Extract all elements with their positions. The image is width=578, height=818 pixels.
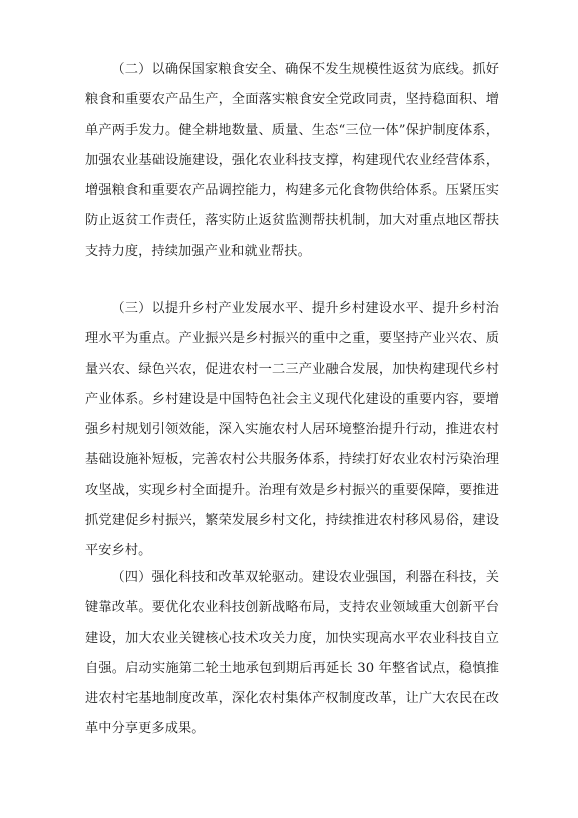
paragraph-section-3: （三）以提升乡村产业发展水平、提升乡村建设水平、提升乡村治理水平为重点。产业振兴是乡村振兴的重中之重，要坚持产业兴农、质量兴农、绿色兴农，促进农村一二三产业融合发展，加快构建现代乡村产业体系。乡村建设是中国特色社会主义现代化建设的重要内容，要增强乡村规划引领效能，深入实施农村人居环境整治提升行动，推进农村基础设施补短板，完善农村公共服务体系，持续打好农业农村污染治理攻坚战，实现乡村全面提升。治理有效是乡村振兴的重要保障，要推进抓党建促乡村振兴，繁荣发展乡村文化，持续推进农村移风易俗，建设平安乡村。 (85, 301, 499, 559)
paragraph-section-4: （四）强化科技和改革双轮驱动。建设农业强国，利器在科技，关键靠改革。要优化农业科技创新战略布局，支持农业领域重大创新平台建设，加大农业关键核心技术攻关力度，加快实现高水平农业科技自立自强。启动实施第二轮土地承包到期后再延长 30 年整省试点，稳慎推进农村宅基地制度改革，深化农村集体产权制度改革，让广大农民在改革中分享更多成果。 (85, 570, 499, 737)
paragraph-section-2: （二）以确保国家粮食安全、确保不发生规模性返贫为底线。抓好粮食和重要农产品生产，全面落实粮食安全党政同责，坚持稳面积、增单产两手发力。健全耕地数量、质量、生态“三位一体”保护制度体系，加强农业基础设施建设，强化农业科技支撑，构建现代农业经营体系，增强粮食和重要农产品调控能力，构建多元化食物供给体系。压紧压实防止返贫工作责任，落实防止返贫监测帮扶机制，加大对重点地区帮扶支持力度，持续加强产业和就业帮扶。 (85, 62, 499, 259)
